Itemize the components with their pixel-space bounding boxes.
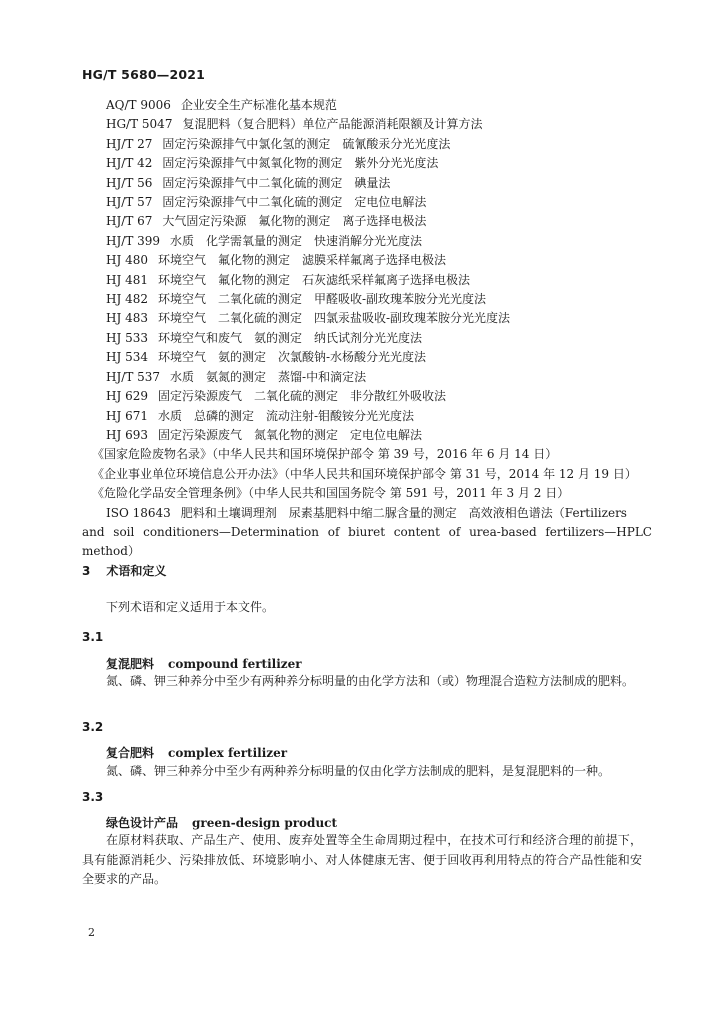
term-name-en: compound fertilizer	[168, 657, 302, 671]
term-name-zh: 复混肥料	[106, 657, 155, 671]
reference-title-line1: 肥料和土壤调理剂 尿素基肥料中缩二脲含量的测定 高效液相色谱法（Fertilizers	[180, 505, 627, 520]
reference-code: ISO 18643	[106, 505, 171, 520]
section-title: 术语和定义	[106, 564, 167, 578]
reference-item	[82, 426, 652, 445]
reference-code: HJ 534	[106, 350, 148, 365]
reference-code: HJ/T 42	[106, 156, 153, 171]
regulation-item: 《危险化学品安全管理条例》（中华人民共和国国务院令 第 591 号，2011 年 3 月 2 日）	[92, 486, 570, 501]
term-name-en: complex fertilizer	[168, 746, 288, 760]
reference-code: AQ/T 9006	[106, 98, 171, 112]
reference-item	[82, 96, 652, 115]
reference-item	[82, 193, 652, 212]
reference-title: 固定污染源废气 氮氧化物的测定 定电位电解法	[158, 427, 423, 442]
regulation-item: 《企业事业单位环境信息公开办法》（中华人民共和国环境保护部令 第 31 号，2014 年 12 月 19 日）	[92, 466, 637, 481]
reference-title: 环境空气 二氧化硫的测定 甲醛吸收-副玫瑰苯胺分光光度法	[158, 292, 487, 307]
term-definition: 氮、磷、钾三种养分中至少有两种养分标明量的仅由化学方法制成的肥料，是复混肥料的一种。	[106, 764, 611, 778]
reference-item	[82, 271, 652, 290]
reference-title: 环境空气 二氧化硫的测定 四氯汞盐吸收-副玫瑰苯胺分光光度法	[158, 311, 511, 326]
term-name	[106, 655, 302, 672]
section-intro: 下列术语和定义适用于本文件。	[106, 600, 275, 614]
reference-code: HG/T 5047	[106, 117, 173, 132]
reference-code: HJ/T 399	[106, 233, 161, 248]
term-definition: 在原材料获取、产品生产、使用、废弃处置等全生命周期过程中，在技术可行和经济合理的前提下，具有能源消耗少、污染排放低、环境影响小、对人体健康无害、便于回收再利用特点的符合产品性能和安全要求的产品。	[82, 833, 642, 886]
reference-item	[82, 387, 652, 406]
reference-item	[82, 290, 652, 309]
term-number: 3.2	[82, 720, 104, 734]
reference-title: 固定污染源排气中二氧化硫的测定 碘量法	[162, 175, 391, 190]
reference-item	[82, 251, 652, 270]
reference-code: HJ/T 67	[106, 214, 153, 229]
reference-title: 环境空气和废气 氨的测定 纳氏试剂分光光度法	[158, 330, 423, 345]
reference-item	[82, 135, 652, 154]
reference-title: 环境空气 氟化物的测定 滤膜采样氟离子选择电极法	[158, 253, 447, 268]
reference-code: HJ 629	[106, 389, 148, 404]
reference-code: HJ 481	[106, 272, 148, 287]
reference-item	[82, 329, 652, 348]
reference-title: 固定污染源废气 二氧化硫的测定 非分散红外吸收法	[158, 389, 447, 404]
reference-code: HJ 671	[106, 408, 148, 423]
reference-title: 复混肥料（复合肥料）单位产品能源消耗限额及计算方法	[182, 117, 483, 132]
reference-title: 环境空气 氟化物的测定 石灰滤纸采样氟离子选择电极法	[158, 272, 471, 287]
reference-title: 固定污染源排气中氯化氢的测定 硫氰酸汞分光光度法	[162, 136, 451, 151]
reference-item	[82, 115, 652, 134]
reference-code: HJ 483	[106, 311, 148, 326]
reference-item	[82, 154, 652, 173]
reference-code: HJ 533	[106, 330, 148, 345]
reference-title: 水质 氨氮的测定 蒸馏-中和滴定法	[170, 369, 367, 384]
term-name-zh: 复合肥料	[106, 746, 155, 760]
reference-code: HJ 482	[106, 292, 148, 307]
term-name-zh: 绿色设计产品	[106, 816, 179, 830]
section-number: 3	[82, 564, 91, 578]
reference-item	[82, 348, 652, 367]
reference-title: 环境空气 氨的测定 次氯酸钠-水杨酸分光光度法	[158, 350, 427, 365]
reference-code: HJ/T 56	[106, 175, 153, 190]
reference-item	[82, 212, 652, 231]
term-name	[106, 814, 337, 831]
regulation-item: 《国家危险废物名录》（中华人民共和国环境保护部令 第 39 号，2016 年 6 月 14 日）	[92, 447, 558, 462]
standard-code-header: HG/T 5680—2021	[82, 67, 206, 82]
term-definition: 氮、磷、钾三种养分中至少有两种养分标明量的由化学方法和（或）物理混合造粒方法制成的肥料。	[106, 674, 635, 688]
reference-code: HJ 693	[106, 427, 148, 442]
reference-title: 企业安全生产标准化基本规范	[180, 98, 337, 112]
term-name	[106, 744, 287, 761]
reference-item	[82, 407, 652, 426]
reference-item	[82, 174, 652, 193]
reference-item	[82, 232, 652, 251]
reference-title: 固定污染源排气中二氧化硫的测定 定电位电解法	[162, 195, 427, 210]
section-heading	[82, 562, 166, 579]
reference-title: 大气固定污染源 氟化物的测定 离子选择电极法	[162, 214, 427, 229]
reference-code: HJ/T 57	[106, 195, 153, 210]
reference-title-line2: and soil conditioners—Determination of biuret content of urea-based fertilizers—HPLC method）	[82, 524, 652, 559]
term-name-en: green-design product	[192, 816, 338, 830]
reference-item	[82, 309, 652, 328]
term-number: 3.3	[82, 790, 104, 804]
reference-title: 固定污染源排气中氮氧化物的测定 紫外分光光度法	[162, 156, 439, 171]
reference-item	[82, 368, 652, 387]
page-number: 2	[88, 926, 95, 939]
reference-code: HJ/T 537	[106, 369, 161, 384]
reference-title: 水质 化学需氧量的测定 快速消解分光光度法	[170, 233, 423, 248]
reference-title: 水质 总磷的测定 流动注射-钼酸铵分光光度法	[158, 408, 415, 423]
reference-code: HJ 480	[106, 253, 148, 268]
normative-references-list	[82, 96, 652, 562]
iso-reference-item	[82, 504, 652, 562]
term-number: 3.1	[82, 630, 104, 644]
reference-code: HJ/T 27	[106, 136, 153, 151]
